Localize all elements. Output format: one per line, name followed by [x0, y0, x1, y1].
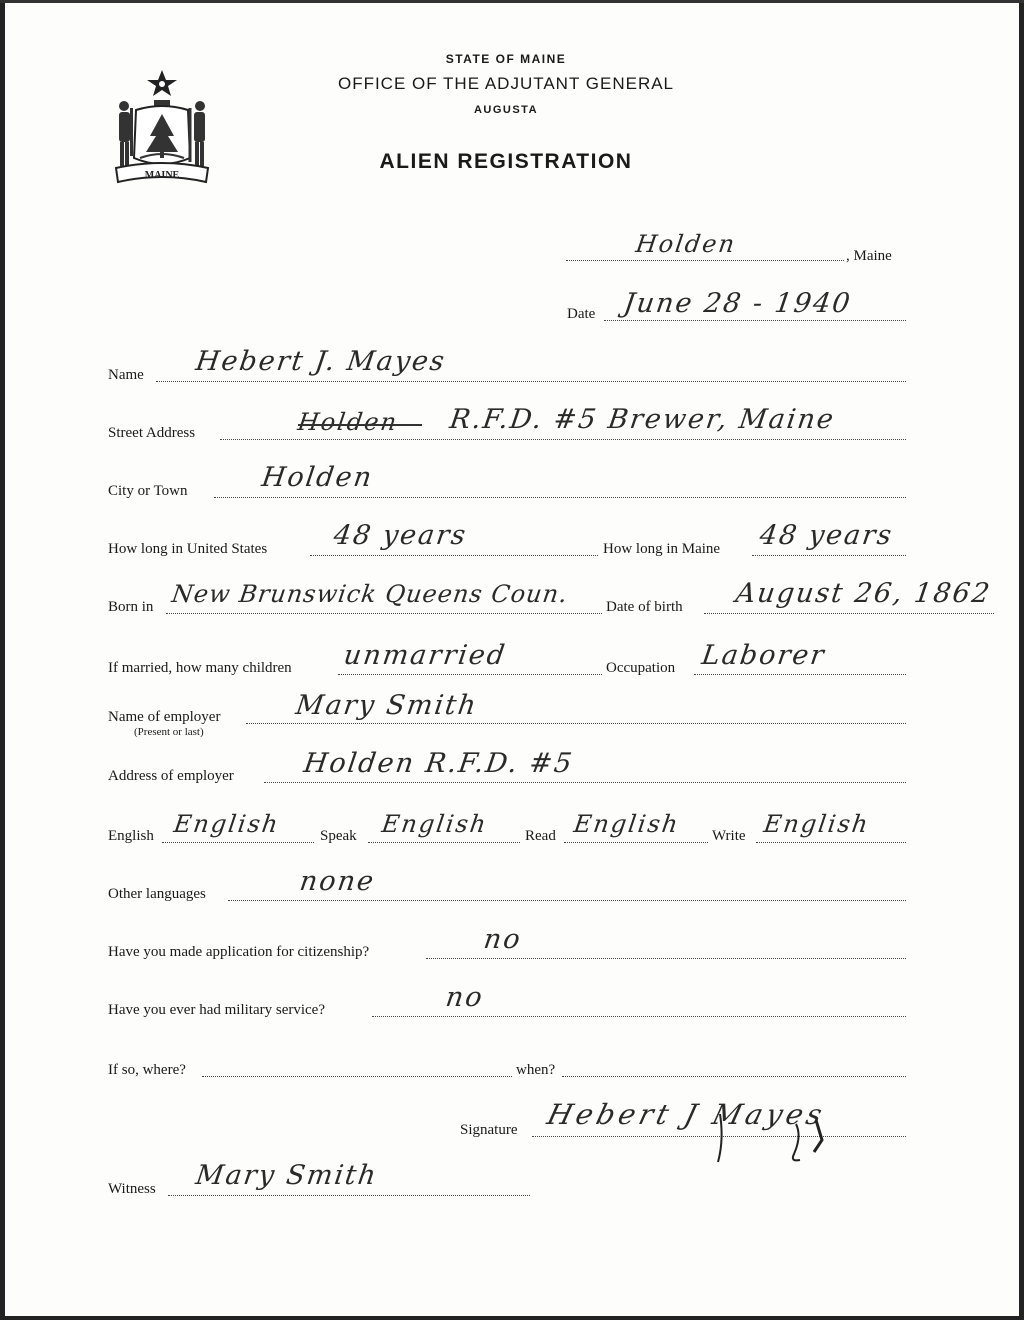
street-address-label: Street Address	[108, 425, 196, 441]
name-value: Hebert J. Mayes	[193, 346, 449, 377]
write-line	[756, 842, 906, 843]
employer-name-value: Mary Smith	[293, 690, 480, 721]
date-of-birth-line	[704, 613, 994, 614]
signature-flourish-icon	[700, 1110, 860, 1170]
children-value: unmarried	[341, 640, 509, 671]
scan-border-bottom	[0, 1316, 1024, 1320]
children-label: If married, how many children	[108, 660, 292, 676]
office-heading: OFFICE OF THE ADJUTANT GENERAL	[337, 74, 675, 93]
born-in-value: New Brunswick Queens Coun.	[170, 580, 570, 608]
when-label: when?	[516, 1062, 556, 1078]
scan-border-top	[0, 0, 1024, 3]
town-line	[566, 260, 844, 261]
other-languages-line	[228, 900, 906, 901]
how-long-us-label: How long in United States	[108, 541, 268, 557]
born-in-label: Born in	[108, 599, 154, 615]
employer-address-label: Address of employer	[108, 768, 234, 784]
maine-suffix: , Maine	[846, 248, 892, 264]
other-languages-value: none	[297, 866, 378, 897]
citizenship-value: no	[481, 924, 524, 955]
city-town-line	[214, 497, 906, 498]
city-heading: AUGUSTA	[473, 104, 539, 116]
how-long-maine-line	[752, 555, 906, 556]
employer-address-value: Holden R.F.D. #5	[301, 748, 576, 779]
employer-name-line	[246, 723, 906, 724]
name-label: Name	[108, 367, 144, 383]
born-in-line	[166, 613, 602, 614]
town-value: Holden	[634, 230, 739, 258]
date-of-birth-value: August 26, 1862	[733, 578, 994, 609]
city-town-label: City or Town	[108, 483, 188, 499]
witness-value: Mary Smith	[193, 1160, 380, 1191]
speak-value: English	[380, 810, 490, 838]
military-value: no	[443, 982, 486, 1013]
city-town-value: Holden	[259, 462, 376, 493]
read-label: Read	[525, 828, 556, 844]
speak-line	[368, 842, 520, 843]
when-line	[562, 1076, 906, 1077]
street-address-value: R.F.D. #5 Brewer, Maine	[447, 404, 838, 435]
street-struck-value: Holden	[296, 408, 401, 436]
military-label: Have you ever had military service?	[108, 1002, 325, 1018]
read-value: English	[572, 810, 682, 838]
employer-address-line	[264, 782, 906, 783]
if-so-where-label: If so, where?	[108, 1062, 186, 1078]
seal-motto: MAINE	[144, 170, 180, 181]
how-long-maine-label: How long in Maine	[603, 541, 721, 557]
scan-border-left	[0, 0, 5, 1320]
date-value: June 28 - 1940	[621, 288, 854, 319]
employer-note: (Present or last)	[134, 726, 204, 738]
date-of-birth-label: Date of birth	[606, 599, 683, 615]
citizenship-line	[426, 958, 906, 959]
occupation-line	[694, 674, 906, 675]
employer-name-label: Name of employer	[108, 709, 221, 725]
write-value: English	[762, 810, 872, 838]
read-line	[564, 842, 708, 843]
military-line	[372, 1016, 906, 1017]
english-label: English	[108, 828, 154, 844]
citizenship-label: Have you made application for citizenship?	[108, 944, 370, 960]
speak-label: Speak	[320, 828, 357, 844]
date-label: Date	[567, 306, 596, 322]
how-long-maine-value: 48 years	[757, 520, 896, 551]
witness-line	[168, 1195, 530, 1196]
form-title: ALIEN REGISTRATION	[379, 150, 633, 173]
write-label: Write	[712, 828, 746, 844]
witness-label: Witness	[108, 1181, 156, 1197]
occupation-label: Occupation	[606, 660, 676, 676]
english-value: English	[172, 810, 282, 838]
if-so-where-line	[202, 1076, 512, 1077]
strikethrough	[298, 424, 422, 426]
occupation-value: Laborer	[699, 640, 828, 671]
other-languages-label: Other languages	[108, 886, 206, 902]
name-line	[156, 381, 906, 382]
signature-label: Signature	[460, 1122, 518, 1138]
scan-border-right	[1019, 0, 1024, 1320]
how-long-us-value: 48 years	[331, 520, 470, 551]
state-heading: STATE OF MAINE	[445, 52, 567, 66]
english-line	[162, 842, 314, 843]
date-line	[604, 320, 906, 321]
how-long-us-line	[310, 555, 598, 556]
children-line	[338, 674, 602, 675]
street-address-line	[220, 439, 906, 440]
maine-state-seal-icon	[110, 66, 214, 190]
signature-value: Hebert J Mayes	[543, 1098, 830, 1131]
